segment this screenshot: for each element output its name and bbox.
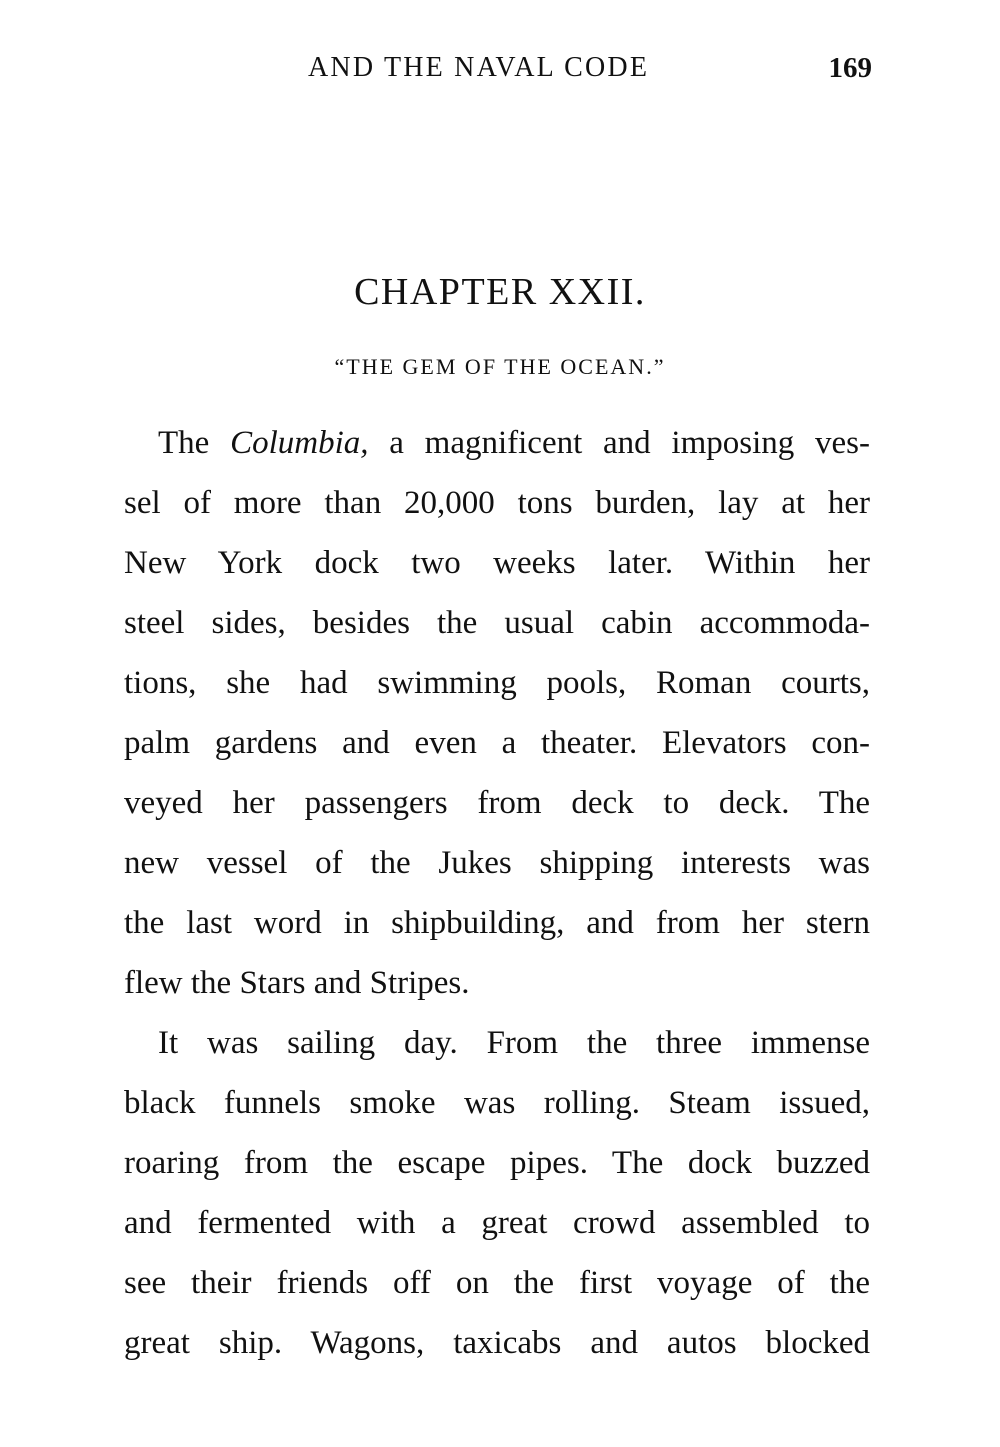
text-line: see their friends off on the first voyage of the: [124, 1265, 870, 1301]
text-line: [124, 415, 870, 475]
text-segment: The: [158, 425, 231, 461]
chapter-heading: CHAPTER XXII.: [354, 271, 646, 313]
text-line: black funnels smoke was rolling. Steam issued,: [124, 1085, 870, 1121]
chapter-subtitle: “THE GEM OF THE OCEAN.”: [334, 354, 666, 379]
text-line: tions, she had swimming pools, Roman courts,: [124, 665, 870, 701]
ship-name: Columbia,: [230, 425, 369, 461]
body-text: [124, 415, 870, 1375]
text-line: It was sailing day. From the three immense: [158, 1025, 870, 1061]
text-line: sel of more than 20,000 tons burden, lay at her: [124, 485, 870, 521]
page-number: 169: [828, 52, 872, 84]
text-line: veyed her passengers from deck to deck. The: [124, 785, 870, 821]
text-line: and fermented with a great crowd assembled to: [124, 1205, 870, 1241]
running-head: [120, 52, 876, 92]
text-line: steel sides, besides the usual cabin accommoda-: [124, 605, 870, 641]
text-line: New York dock two weeks later. Within her: [124, 545, 870, 581]
text-line: roaring from the escape pipes. The dock buzzed: [124, 1145, 870, 1181]
running-title: AND THE NAVAL CODE: [308, 52, 650, 83]
text-line: great ship. Wagons, taxicabs and autos blocked: [124, 1325, 870, 1361]
text-line: the last word in shipbuilding, and from her stern: [124, 905, 870, 941]
text-line: flew the Stars and Stripes.: [124, 965, 470, 1001]
text-segment: a magnificent and imposing ves-: [368, 425, 870, 461]
text-line: new vessel of the Jukes shipping interests was: [124, 845, 870, 881]
text-line: palm gardens and even a theater. Elevators con-: [124, 725, 870, 761]
